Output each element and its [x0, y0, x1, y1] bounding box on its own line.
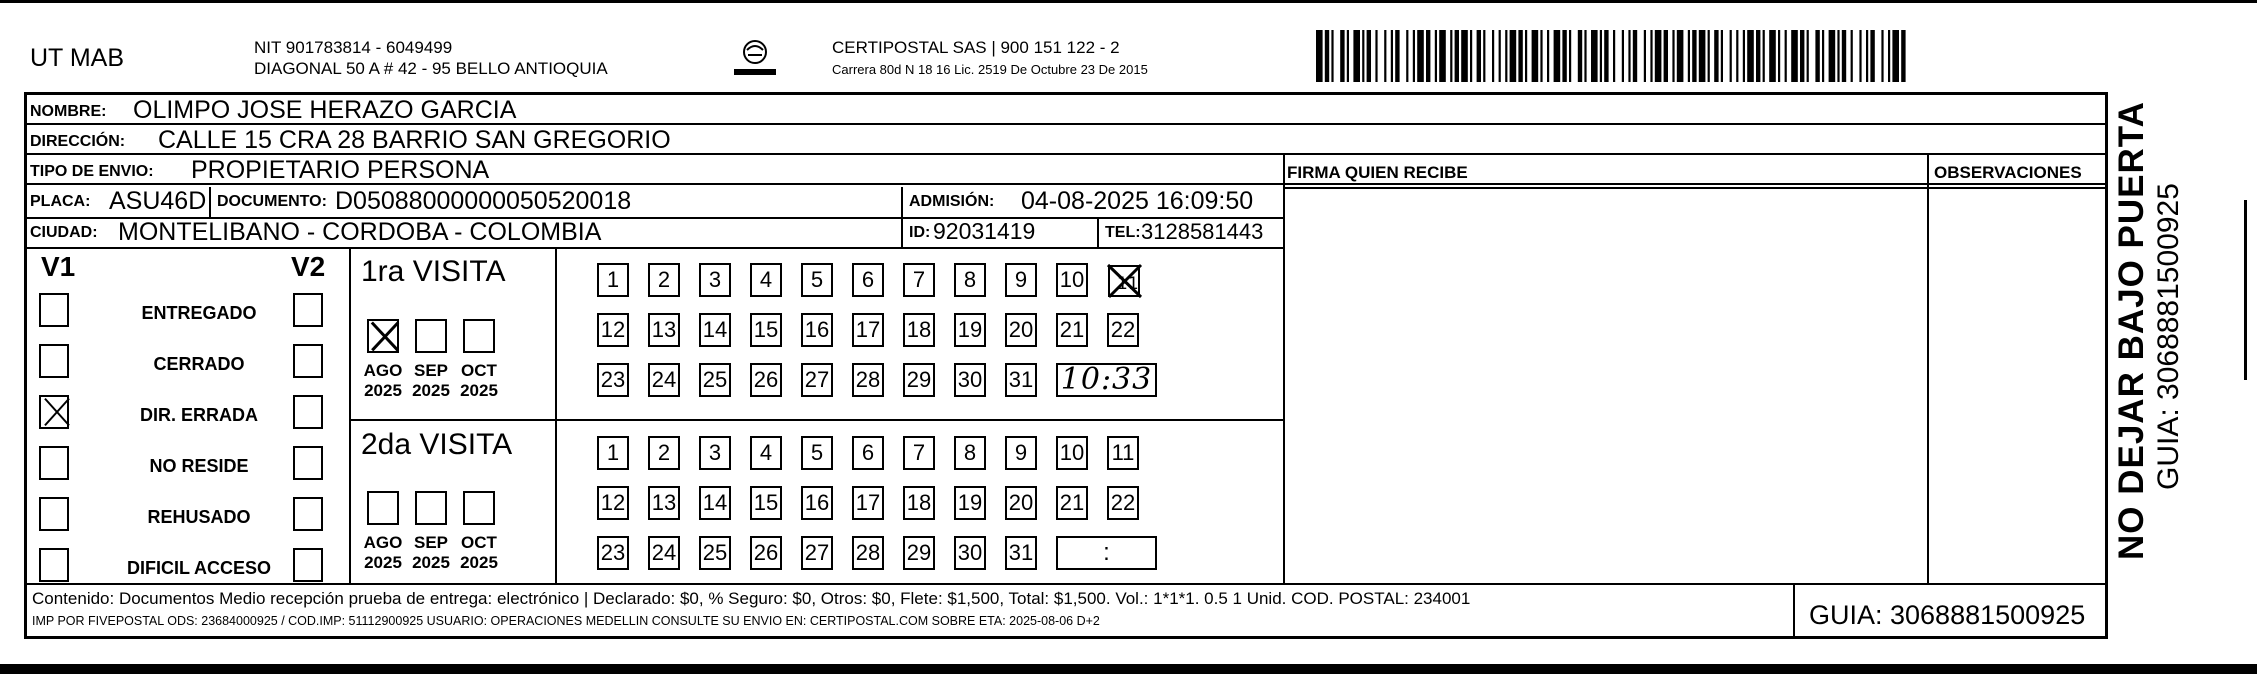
day-box[interactable]: 25 [699, 536, 731, 570]
divider [901, 187, 903, 247]
documento-value: D05088000000050520018 [335, 187, 632, 215]
day-box[interactable]: 12 [597, 313, 629, 347]
day-box[interactable]: 13 [648, 313, 680, 347]
day-box[interactable]: 17 [852, 313, 884, 347]
divider [1283, 155, 1285, 583]
sender-address: DIAGONAL 50 A # 42 - 95 BELLO ANTIOQUIA [254, 59, 608, 78]
v1-checkbox[interactable] [39, 446, 69, 480]
day-box[interactable]: 29 [903, 363, 935, 397]
status-label: DIFICIL ACCESO [126, 558, 271, 578]
day-box[interactable]: 19 [954, 486, 986, 520]
direccion-label: DIRECCIÓN: [30, 133, 126, 150]
month-label: SEP [413, 533, 449, 552]
month-year: 2025 [460, 553, 498, 572]
day-box[interactable]: 16 [801, 486, 833, 520]
time-box[interactable]: : [1056, 536, 1157, 570]
day-box[interactable]: 16 [801, 313, 833, 347]
v1-checkbox[interactable] [39, 395, 69, 429]
day-box[interactable]: 4 [750, 436, 782, 470]
day-box[interactable]: 26 [750, 536, 782, 570]
day-box[interactable]: 21 [1056, 313, 1088, 347]
day-box[interactable]: 24 [648, 363, 680, 397]
day-box[interactable]: 3 [699, 436, 731, 470]
admision-label: ADMISIÓN: [909, 193, 995, 210]
day-box[interactable]: 1 [597, 263, 629, 297]
company-name: UT MAB [30, 44, 124, 72]
day-box[interactable]: 7 [903, 436, 935, 470]
day-box[interactable]: 8 [954, 436, 986, 470]
day-box[interactable]: 15 [750, 486, 782, 520]
row-divider [27, 247, 1283, 249]
month-year: 2025 [412, 553, 450, 572]
day-box[interactable]: 25 [699, 363, 731, 397]
day-box[interactable]: 6 [852, 436, 884, 470]
ciudad-label: CIUDAD: [30, 224, 98, 241]
month-label: AGO [363, 361, 403, 380]
day-box[interactable]: 9 [1005, 436, 1037, 470]
day-box[interactable]: 2 [648, 436, 680, 470]
v2-heading: V2 [291, 251, 326, 282]
day-box[interactable]: 12 [597, 486, 629, 520]
month-checkbox[interactable] [463, 491, 495, 525]
documento-label: DOCUMENTO: [217, 193, 327, 210]
tel-value: 3128581443 [1141, 219, 1264, 244]
tipo-value: PROPIETARIO PERSONA [191, 156, 490, 184]
v2-checkbox[interactable] [293, 395, 323, 429]
month-label: SEP [413, 361, 449, 380]
divider [209, 187, 211, 217]
v1-checkbox[interactable] [39, 497, 69, 531]
divider [349, 247, 351, 583]
id-value: 92031419 [933, 218, 1036, 244]
footer-print-line: IMP POR FIVEPOSTAL ODS: 23684000925 / COD.IMP: 51112900925 USUARIO: OPERACIONES MEDELLIN CONSULTE SU ENVIO EN: CERTIPOSTAL.COM SOBRE ETA: 2025-08-06 D+2 [32, 614, 1100, 628]
month-year: 2025 [364, 381, 402, 400]
observaciones-header: OBSERVACIONES [1934, 163, 2082, 182]
day-box[interactable]: 20 [1005, 486, 1037, 520]
guide-form [24, 92, 2108, 639]
bottom-border [0, 664, 2257, 674]
day-box[interactable]: 14 [699, 313, 731, 347]
status-label: REHUSADO [147, 507, 251, 527]
day-box[interactable]: 4 [750, 263, 782, 297]
day-box[interactable]: 6 [852, 263, 884, 297]
day-box[interactable]: 23 [597, 536, 629, 570]
day-box[interactable]: 7 [903, 263, 935, 297]
day-box[interactable]: 27 [801, 363, 833, 397]
day-box[interactable]: 31 [1005, 363, 1037, 397]
top-border [0, 0, 2257, 3]
day-box[interactable]: 23 [597, 363, 629, 397]
admision-value: 04-08-2025 16:09:50 [1021, 187, 1254, 215]
id-label: ID: [909, 224, 931, 241]
tel-label: TEL: [1105, 224, 1141, 241]
v1-checkbox[interactable] [39, 344, 69, 378]
day-box[interactable]: 3 [699, 263, 731, 297]
row-nombre [27, 95, 2105, 125]
right-edge-mark [2244, 200, 2247, 380]
month-label: OCT [461, 533, 497, 552]
day-box-marked[interactable] [1107, 263, 1139, 297]
day-box[interactable]: 5 [801, 436, 833, 470]
day-box[interactable]: 11 [1107, 436, 1139, 470]
divider [1793, 583, 1795, 639]
month-checkbox[interactable] [367, 491, 399, 525]
month-year: 2025 [460, 381, 498, 400]
day-box[interactable]: 18 [903, 486, 935, 520]
v2-checkbox[interactable] [293, 446, 323, 480]
status-label: NO RESIDE [149, 456, 249, 476]
day-box[interactable]: 15 [750, 313, 782, 347]
nit-text: NIT 901783814 - 6049499 [254, 38, 453, 57]
certipostal-logo [730, 36, 780, 82]
nombre-value: OLIMPO JOSE HERAZO GARCIA [133, 96, 517, 124]
month-label: OCT [461, 361, 497, 380]
month-year: 2025 [364, 553, 402, 572]
placa-value: ASU46D [109, 187, 207, 215]
month-checkbox[interactable] [415, 491, 447, 525]
tipo-label: TIPO DE ENVIO: [30, 163, 154, 180]
direccion-value: CALLE 15 CRA 28 BARRIO SAN GREGORIO [158, 126, 671, 154]
day-box[interactable]: 22 [1107, 313, 1139, 347]
day-box[interactable]: 17 [852, 486, 884, 520]
month-checkbox[interactable] [367, 319, 399, 353]
carrier-license: Carrera 80d N 18 16 Lic. 2519 De Octubre 23 De 2015 [832, 62, 1148, 77]
day-box[interactable]: 10 [1056, 436, 1088, 470]
month-checkbox[interactable] [415, 319, 447, 353]
v1-heading: V1 [41, 251, 76, 282]
day-box[interactable]: 27 [801, 536, 833, 570]
month-label: AGO [363, 533, 403, 552]
carrier-name: CERTIPOSTAL SAS | 900 151 122 - 2 [832, 38, 1120, 57]
day-box[interactable]: 1 [597, 436, 629, 470]
day-box[interactable]: 19 [954, 313, 986, 347]
v2-checkbox[interactable] [293, 497, 323, 531]
day-box[interactable]: 30 [954, 536, 986, 570]
day-box[interactable]: 8 [954, 263, 986, 297]
day-box[interactable]: 26 [750, 363, 782, 397]
divider [555, 247, 557, 583]
visit-divider [349, 419, 1283, 421]
divider [1927, 155, 1929, 583]
svg-text:11: 11 [1117, 274, 1139, 294]
v2-checkbox[interactable] [293, 293, 323, 327]
v2-checkbox[interactable] [293, 548, 323, 582]
day-box[interactable]: 13 [648, 486, 680, 520]
month-checkbox[interactable] [463, 319, 495, 353]
day-box[interactable]: 20 [1005, 313, 1037, 347]
day-box[interactable]: 10 [1056, 263, 1088, 297]
day-box[interactable]: 5 [801, 263, 833, 297]
v2-checkbox[interactable] [293, 344, 323, 378]
no-dejar-bajo-puerta: NO DEJAR BAJO PUERTA [2112, 101, 2151, 560]
v1-checkbox[interactable] [39, 548, 69, 582]
placa-label: PLACA: [30, 193, 91, 210]
footer-guia: GUIA: 3068881500925 [1809, 600, 2086, 630]
day-box[interactable]: 21 [1056, 486, 1088, 520]
day-box[interactable]: 18 [903, 313, 935, 347]
row-tipo [27, 155, 2105, 185]
day-box[interactable]: 22 [1107, 486, 1139, 520]
barcode [1316, 30, 1906, 82]
day-box[interactable]: 29 [903, 536, 935, 570]
status-label: DIR. ERRADA [139, 405, 258, 425]
day-box[interactable]: 31 [1005, 536, 1037, 570]
row-direccion [27, 125, 2105, 155]
v1-checkbox[interactable] [39, 293, 69, 327]
ciudad-value: MONTELIBANO - CORDOBA - COLOMBIA [118, 218, 602, 246]
day-box[interactable]: 28 [852, 363, 884, 397]
status-label: CERRADO [153, 354, 245, 374]
day-box[interactable]: 24 [648, 536, 680, 570]
time-box[interactable]: 10:33 [1056, 363, 1157, 397]
footer-content-line: Contenido: Documentos Medio recepción prueba de entrega: electrónico | Declarado: $0, % Seguro: $0, Otros: $0, Flete: $1,500, Total: $1,500. Vol.: 1*1*1. 0.5 1 Unid. COD. POSTAL: 234001 [32, 589, 1471, 608]
day-box[interactable]: 28 [852, 536, 884, 570]
row-divider [1283, 187, 2105, 189]
day-box[interactable]: 2 [648, 263, 680, 297]
divider [1097, 217, 1099, 247]
visit2-title: 2da VISITA [361, 428, 513, 461]
month-year: 2025 [412, 381, 450, 400]
day-box[interactable]: 30 [954, 363, 986, 397]
nombre-label: NOMBRE: [30, 103, 107, 120]
day-box[interactable]: 14 [699, 486, 731, 520]
side-guia: GUIA: 3068881500925 [2152, 183, 2185, 490]
status-label: ENTREGADO [141, 303, 257, 323]
firma-header: FIRMA QUIEN RECIBE [1287, 163, 1468, 182]
visit1-title: 1ra VISITA [361, 255, 506, 288]
day-box[interactable]: 9 [1005, 263, 1037, 297]
